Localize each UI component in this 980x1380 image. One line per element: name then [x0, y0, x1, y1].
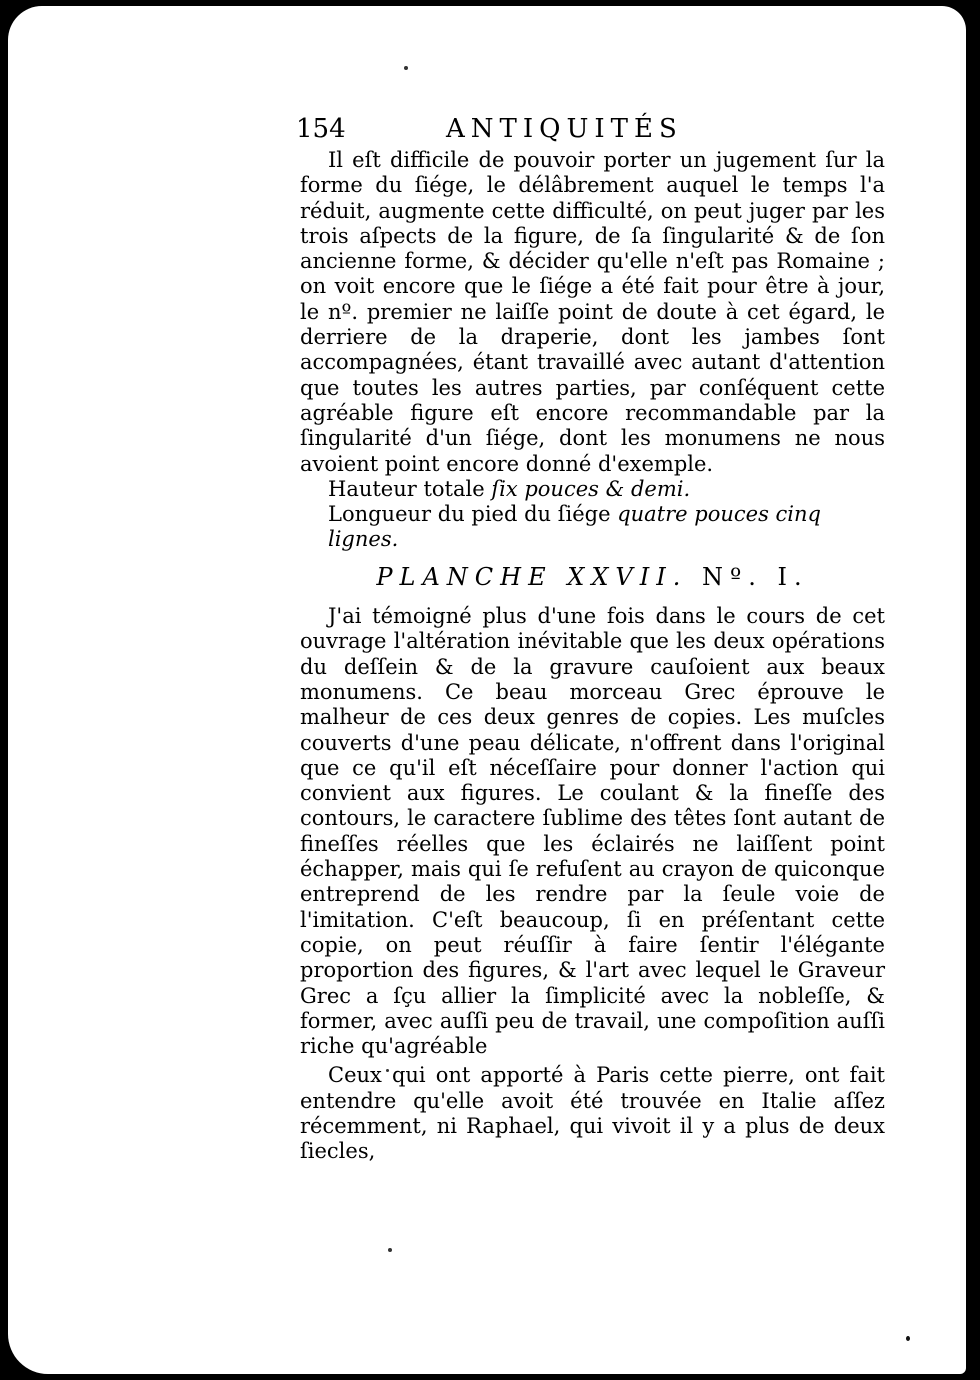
plate-title: PLANCHE XXVII. [376, 562, 688, 591]
measurement-length-label: Longueur du pied du ſiége [328, 502, 611, 527]
running-head: ANTIQUITÉS [446, 114, 683, 144]
book-page [8, 6, 966, 1374]
measurement-height-label: Hauteur totale [328, 476, 485, 501]
measurement-height [300, 477, 885, 502]
paragraph-3: Ceux qui ont apporté à Paris cette pierre, ont fait entendre qu'elle avoit été trouvée en Italie aſſez récemment, ni Raphael, qui vivoit il y a plus de deux ſiecles, [300, 1063, 885, 1164]
plate-number: Nº. I. [701, 562, 809, 591]
paragraph-1: Il eſt difficile de pouvoir porter un jugement ſur la forme du ſiége, le délâbrement auquel le temps l'a réduit, augmente cette difficulté, on peut juger par les trois aſpects de la figure, de ſa ſingularité & de ſon ancienne forme, & décider qu'elle n'eſt pas Romaine ; on voit encore que le ſiége a été fait pour être à jour, le nº. premier ne laiſſe point de doute à cet égard, le derriere de la draperie, dont les jambes ſont accompagnées, étant travaillé avec autant d'attention que toutes les autres parties, par conſéquent cette agréable figure eſt encore recommandable par la ſingularité d'un ſiége, dont les monumens ne nous avoient point encore donné d'exemple. [300, 148, 885, 476]
print-speck [388, 1248, 392, 1252]
page-number: 154 [296, 114, 346, 144]
measurement-length-value: quatre pouces cinq lignes. [328, 502, 821, 552]
print-speck [906, 1336, 910, 1341]
measurement-height-value: ſix pouces & demi. [491, 476, 691, 501]
plate-heading [300, 562, 885, 591]
paragraph-2: J'ai témoigné plus d'une fois dans le cours de cet ouvrage l'altération inévitable que les deux opérations du deſſein & de la gravure cauſoient aux beaux monumens. Ce beau morceau Grec éprouve le malheur de ces deux genres de copies. Les muſcles couverts d'une peau délicate, n'offrent dans l'original que ce qu'il eſt néceſſaire pour donner l'action qui convient aux figures. Le coulant & la fineſſe des contours, le caractere ſublime des têtes ſont autant de fineſſes réelles que les éclairés ne laiſſent point échapper, mais qui ſe refuſent au crayon de quiconque entreprend de les rendre par la ſeule voie de l'imitation. C'eſt beaucoup, ſi en préſentant cette copie, on peut réuſſir à faire ſentir l'élégante proportion des figures, & l'art avec lequel le Graveur Grec a ſçu allier la ſimplicité avec la nobleſſe, & former, avec auſſi peu de travail, une compoſition auſſi riche qu'agréable [300, 604, 885, 1059]
body-text [300, 148, 885, 1165]
print-speck [404, 66, 408, 70]
measurement-length [300, 502, 885, 553]
